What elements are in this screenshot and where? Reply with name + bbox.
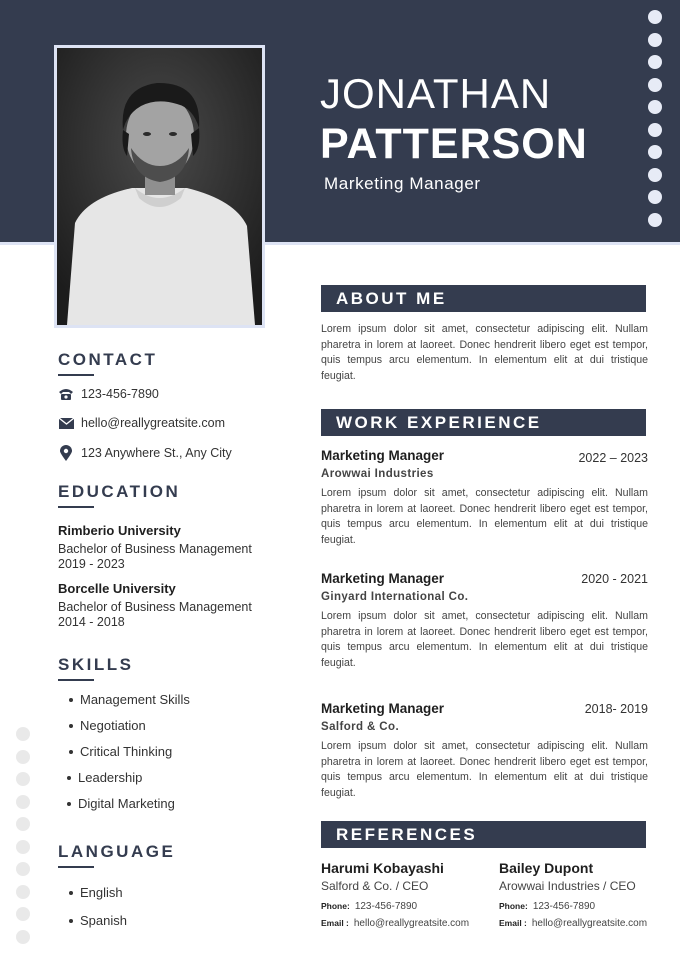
reference-email: Email : hello@reallygreatsite.com	[321, 918, 470, 929]
phone-text: 123-456-7890	[81, 387, 159, 401]
education-school: Rimberio University	[58, 523, 181, 538]
job-dates: 2018- 2019	[584, 702, 648, 716]
language-item: English	[69, 885, 123, 900]
contact-phone	[58, 385, 159, 403]
education-degree: Bachelor of Business Management	[58, 600, 252, 614]
reference-name: Harumi Kobayashi	[321, 860, 444, 876]
last-name: PATTERSON	[320, 120, 588, 168]
education-years: 2014 - 2018	[58, 615, 125, 629]
skills-heading: SKILLS	[58, 655, 134, 674]
job-description: Lorem ipsum dolor sit amet, consectetur adipiscing elit. Nullam pharetra in lorem at laoreet. Donec hendrerit libero eget est tempor, quis tempus arcu elementum. In elementum elit at dui tristique feugiat.	[321, 487, 648, 546]
education-school: Borcelle University	[58, 581, 176, 596]
job-dates: 2022 – 2023	[578, 451, 648, 465]
reference-name: Bailey Dupont	[499, 860, 594, 876]
job-role: Marketing Manager	[321, 701, 445, 716]
reference-phone: Phone: 123-456-7890	[499, 901, 596, 912]
skill-item: Management Skills	[69, 692, 190, 707]
skills-rule	[58, 679, 94, 681]
decorative-dots-right	[648, 10, 662, 235]
decorative-dots-left	[16, 727, 30, 952]
skill-item: Negotiation	[69, 718, 146, 733]
education-heading: EDUCATION	[58, 482, 181, 501]
about-heading: ABOUT ME	[321, 285, 646, 312]
education-degree: Bachelor of Business Management	[58, 542, 252, 556]
profile-photo	[54, 45, 265, 328]
email-text: hello@reallygreatsite.com	[81, 416, 226, 430]
job-company: Salford & Co.	[321, 721, 400, 733]
contact-email	[58, 414, 225, 432]
job-role: Marketing Manager	[321, 448, 445, 463]
language-rule	[58, 866, 94, 868]
location-pin-icon	[58, 445, 74, 461]
about-text: Lorem ipsum dolor sit amet, consectetur adipiscing elit. Nullam pharetra in lorem at laoreet. Donec hendrerit libero eget est tempor, quis tempus arcu elementum. In elementum elit at dui tristique feugiat.	[321, 323, 648, 382]
job-company: Arowwai Industries	[321, 468, 434, 480]
language-heading: LANGUAGE	[58, 842, 176, 861]
job-title: Marketing Manager	[324, 174, 481, 193]
education-rule	[58, 506, 94, 508]
job-description: Lorem ipsum dolor sit amet, consectetur adipiscing elit. Nullam pharetra in lorem at laoreet. Donec hendrerit libero eget est tempor, quis tempus arcu elementum. In elementum elit at dui tristique feugiat.	[321, 740, 648, 799]
address-text: 123 Anywhere St., Any City	[81, 446, 232, 460]
reference-phone: Phone: 123-456-7890	[321, 901, 418, 912]
skill-item: Digital Marketing	[67, 796, 175, 811]
references-heading: REFERENCES	[321, 821, 646, 848]
contact-address	[58, 444, 232, 462]
first-name: JONATHAN	[320, 70, 552, 117]
job-company: Ginyard International Co.	[321, 591, 469, 603]
skill-item: Leadership	[67, 770, 142, 785]
language-item: Spanish	[69, 913, 127, 928]
reference-org: Arowwai Industries / CEO	[499, 879, 636, 893]
education-years: 2019 - 2023	[58, 557, 125, 571]
phone-icon	[58, 386, 74, 402]
reference-email: Email : hello@reallygreatsite.com	[499, 918, 648, 929]
job-role: Marketing Manager	[321, 571, 445, 586]
contact-heading: CONTACT	[58, 350, 158, 369]
envelope-icon	[58, 415, 74, 431]
reference-org: Salford & Co. / CEO	[321, 879, 429, 893]
contact-rule	[58, 374, 94, 376]
work-heading: WORK EXPERIENCE	[321, 409, 646, 436]
job-description: Lorem ipsum dolor sit amet, consectetur adipiscing elit. Nullam pharetra in lorem at laoreet. Donec hendrerit libero eget est tempor, quis tempus arcu elementum. In elementum elit at dui tristique feugiat.	[321, 610, 648, 669]
job-dates: 2020 - 2021	[581, 572, 648, 586]
skill-item: Critical Thinking	[69, 744, 172, 759]
